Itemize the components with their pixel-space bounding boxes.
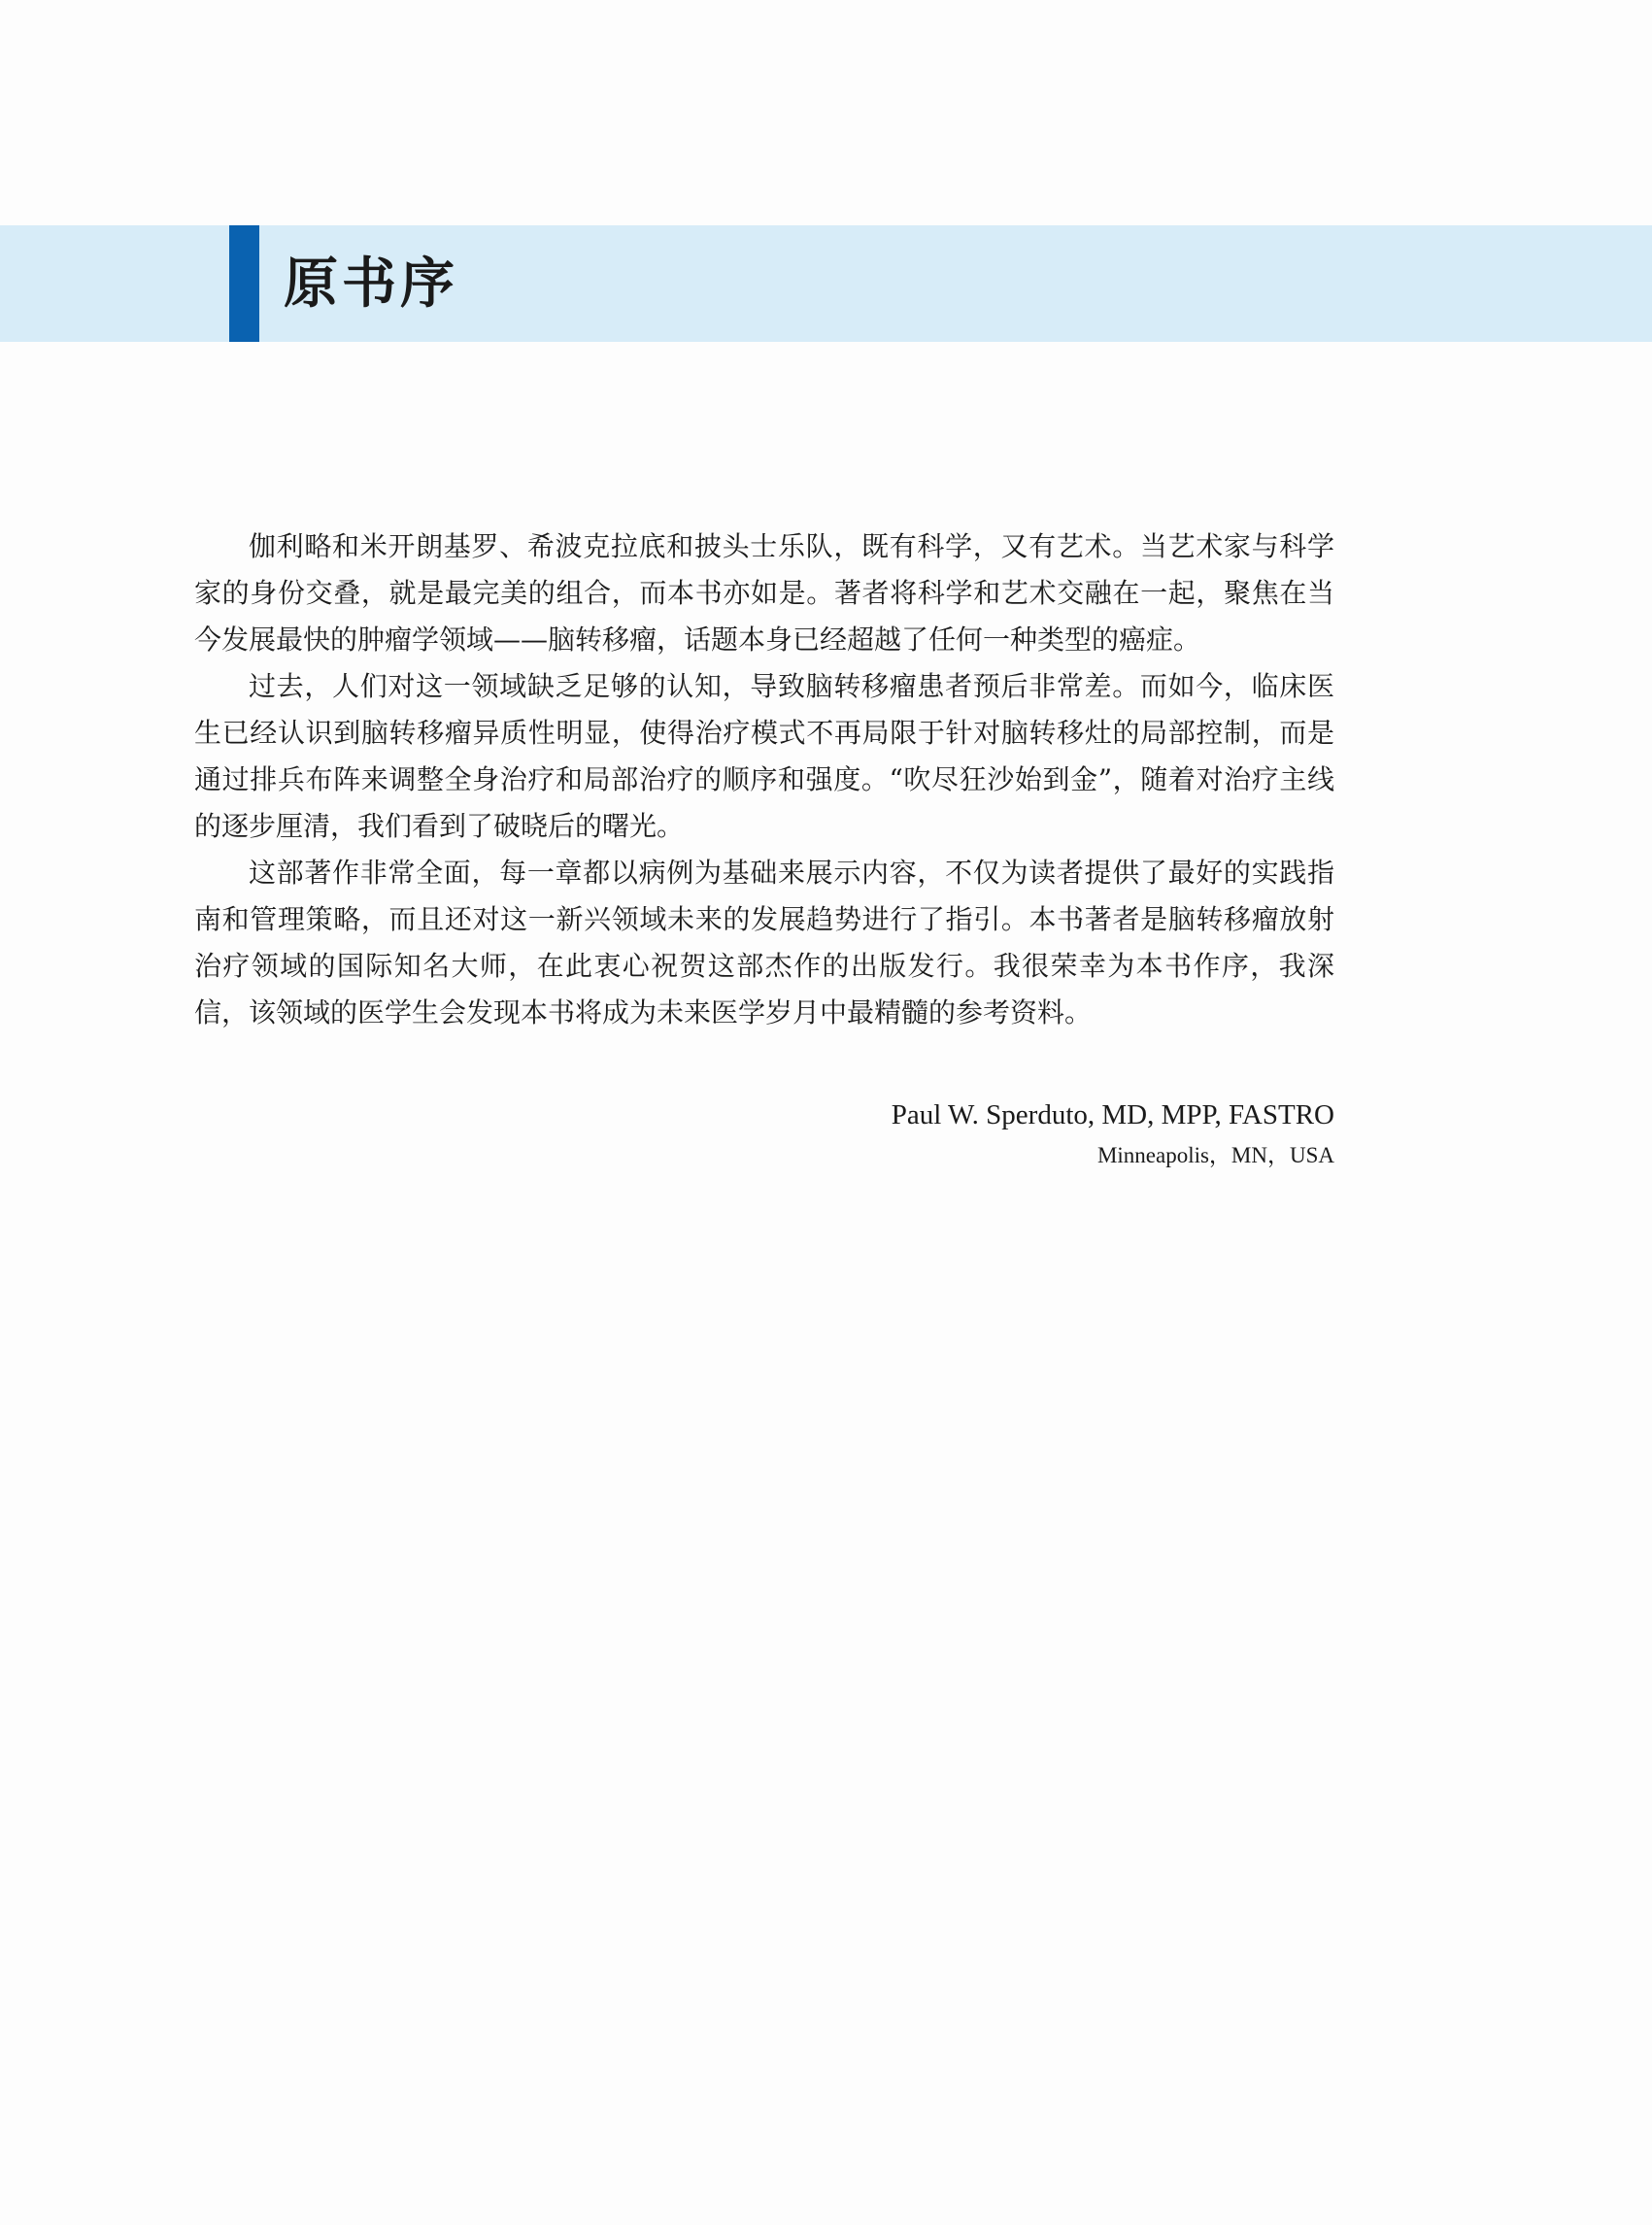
header-accent-bar [229, 225, 259, 342]
author-location: Minneapolis，MN，USA [1096, 1143, 1334, 1167]
signature-block [777, 1094, 1334, 1175]
author-name: Paul W. Sperduto, MD, MPP, FASTRO [891, 1099, 1334, 1130]
paragraph-2: 过去，人们对这一领域缺乏足够的认知，导致脑转移瘤患者预后非常差。而如今，临床医生已经认识到脑转移瘤异质性明显，使得治疗模式不再局限于针对脑转移灶的局部控制，而是通过排兵布阵来调整全身治疗和局部治疗的顺序和强度。“吹尽狂沙始到金”，随着对治疗主线的逐步厘清，我们看到了破晓后的曙光。 [194, 670, 1334, 842]
paragraph-3: 这部著作非常全面，每一章都以病例为基础来展示内容，不仅为读者提供了最好的实践指南和管理策略，而且还对这一新兴领域未来的发展趋势进行了指引。本书著者是脑转移瘤放射治疗领域的国际知名大师，在此衷心祝贺这部杰作的出版发行。我很荣幸为本书作序，我深信，该领域的医学生会发现本书将成为未来医学岁月中最精髓的参考资料。 [194, 857, 1334, 1028]
page-title: 原书序 [284, 252, 458, 316]
preface-body [194, 523, 1334, 1036]
paragraph-1: 伽利略和米开朗基罗、希波克拉底和披头士乐队，既有科学，又有艺术。当艺术家与科学家的身份交叠，就是最完美的组合，而本书亦如是。著者将科学和艺术交融在一起，聚焦在当今发展最快的肿瘤学领域——脑转移瘤，话题本身已经超越了任何一种类型的癌症。 [194, 530, 1334, 656]
